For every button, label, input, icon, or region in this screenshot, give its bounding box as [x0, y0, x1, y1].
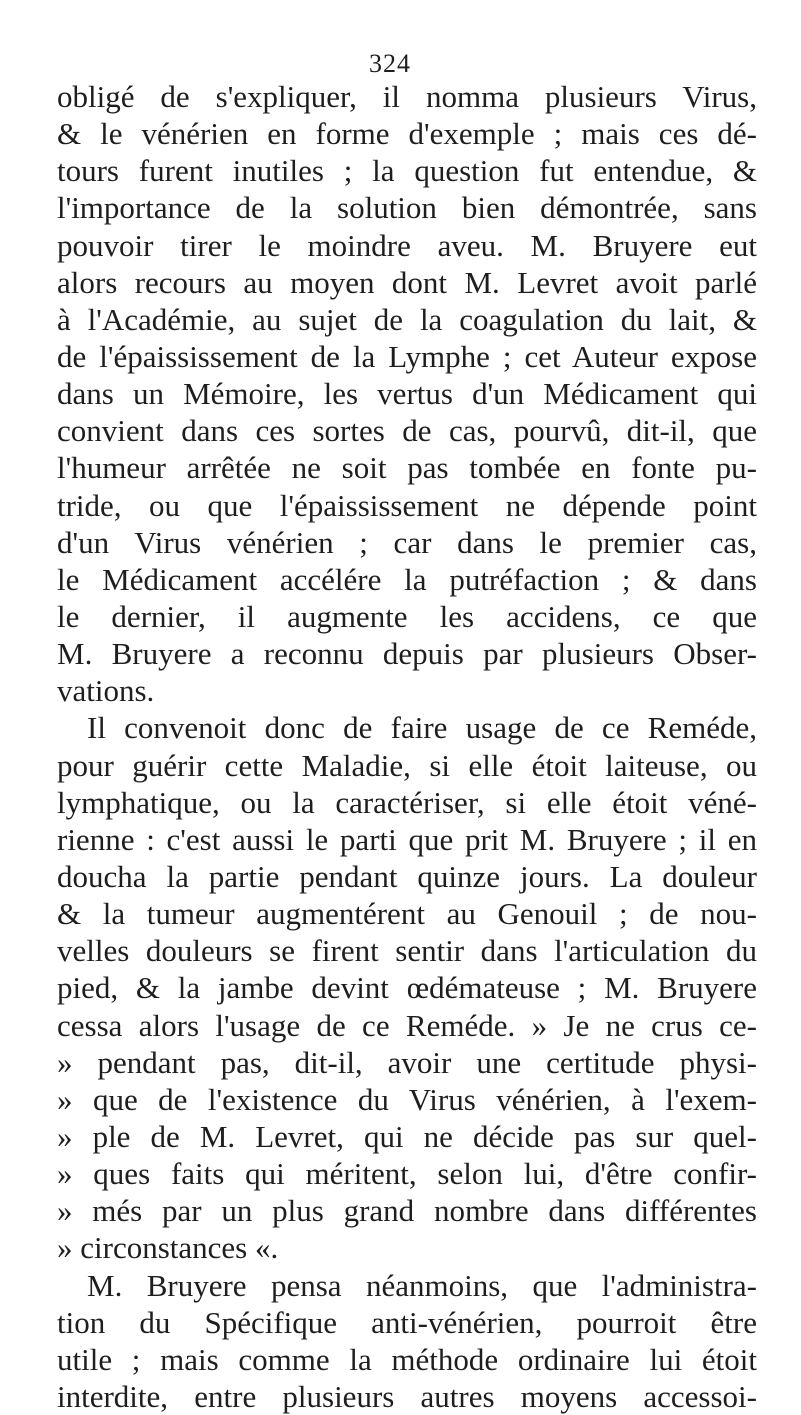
text-line: & la tumeur augmentérent au Genouil ; de nou-: [57, 896, 757, 932]
text-line: dans un Mémoire, les vertus d'un Médicament qui: [57, 376, 757, 412]
text-line: rienne : c'est aussi le parti que prit M. Bruyere ; il en: [57, 821, 757, 857]
text-line: » ques faits qui méritent, selon lui, d'être confir-: [57, 1156, 757, 1192]
text-line: doucha la partie pendant quinze jours. La douleur: [57, 858, 757, 894]
text-line: vations.: [57, 673, 155, 709]
text-line: l'humeur arrêtée ne soit pas tombée en fonte pu-: [57, 450, 757, 486]
text-line: Il convenoit donc de faire usage de ce Reméde,: [87, 710, 757, 746]
text-line: d'un Virus vénérien ; car dans le premier cas,: [57, 524, 757, 560]
text-line: » ple de M. Levret, qui ne décide pas sur quel-: [57, 1118, 757, 1154]
text-line: M. Bruyere a reconnu depuis par plusieurs Obser-: [57, 636, 757, 672]
text-line: lymphatique, ou la caractériser, si elle étoit véné-: [57, 784, 757, 820]
text-line: » circonstances «.: [57, 1230, 279, 1266]
text-line: tours furent inutiles ; la question fut entendue, &: [57, 153, 757, 189]
text-line: le dernier, il augmente les accidens, ce que: [57, 598, 757, 634]
text-line: pied, & la jambe devint œdémateuse ; M. Bruyere: [57, 970, 757, 1006]
text-line: tion du Spécifique anti-vénérien, pourroit être: [57, 1304, 757, 1340]
text-line: tride, ou que l'épaississement ne dépende point: [57, 487, 757, 523]
text-line: cessa alors l'usage de ce Reméde. » Je ne crus ce-: [57, 1007, 757, 1043]
text-line: utile ; mais comme la méthode ordinaire lui étoit: [57, 1341, 757, 1377]
text-line: & le vénérien en forme d'exemple ; mais ces dé-: [57, 116, 757, 152]
text-line: M. Bruyere pensa néanmoins, que l'administra-: [87, 1267, 757, 1303]
text-line: le Médicament accélére la putréfaction ; & dans: [57, 561, 757, 597]
text-line: pouvoir tirer le moindre aveu. M. Bruyere eut: [57, 227, 757, 263]
text-line: » més par un plus grand nombre dans différentes: [57, 1193, 757, 1229]
page-number: 324: [369, 49, 411, 78]
body-text: [57, 78, 757, 1415]
text-line: à l'Académie, au sujet de la coagulation du lait, &: [57, 301, 757, 337]
text-line: alors recours au moyen dont M. Levret avoit parlé: [57, 264, 757, 300]
text-line: pour guérir cette Maladie, si elle étoit laiteuse, ou: [57, 747, 757, 783]
text-line: velles douleurs se firent sentir dans l'articulation du: [57, 933, 757, 969]
text-line: obligé de s'expliquer, il nomma plusieurs Virus,: [57, 79, 757, 114]
text-line: » pendant pas, dit-il, avoir une certitude physi-: [57, 1044, 757, 1080]
text-line: convient dans ces sortes de cas, pourvû, dit-il, que: [57, 413, 757, 449]
text-line: de l'épaississement de la Lymphe ; cet Auteur expose: [57, 338, 757, 374]
text-line: interdite, entre plusieurs autres moyens accessoi-: [57, 1378, 757, 1414]
text-line: » que de l'existence du Virus vénérien, à l'exem-: [57, 1081, 757, 1117]
text-line: l'importance de la solution bien démontrée, sans: [57, 190, 757, 226]
